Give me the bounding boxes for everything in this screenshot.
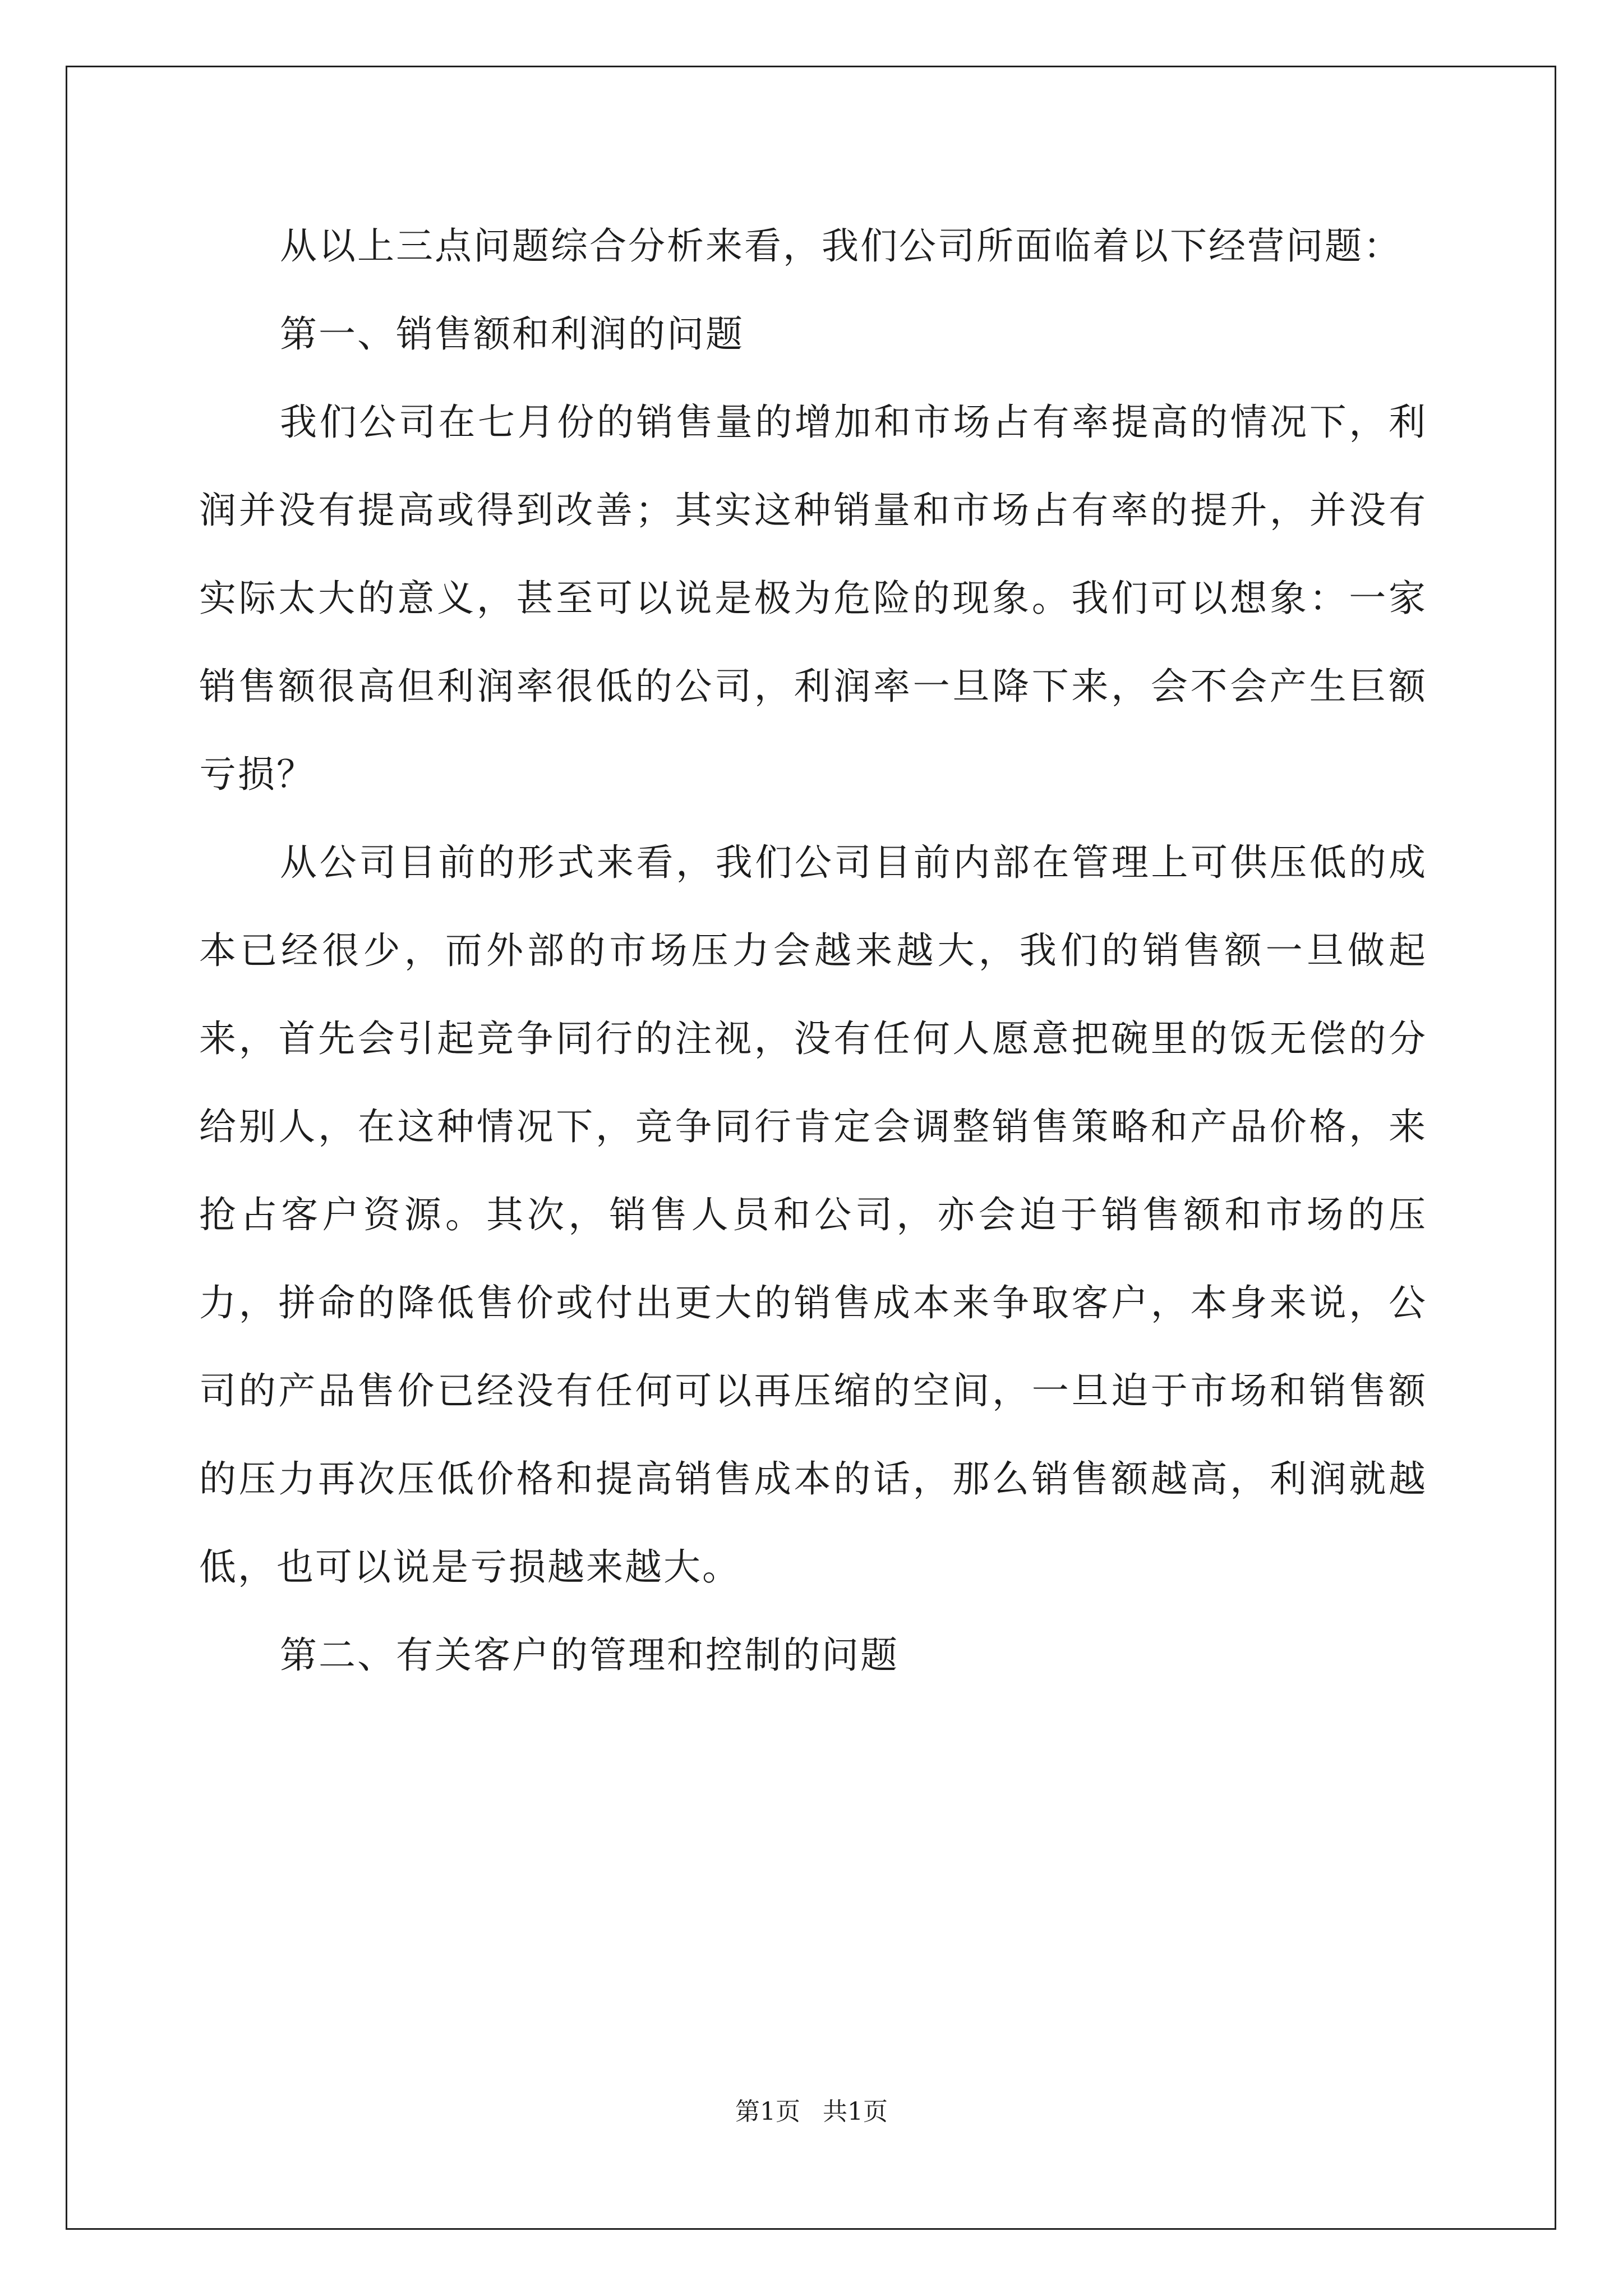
intro-paragraph: 从以上三点问题综合分析来看，我们公司所面临着以下经营问题： [280,224,1402,268]
page-number: 第1页 [735,2097,800,2126]
page-total: 共1页 [823,2097,888,2126]
section-heading-2: 第二、有关客户的管理和控制的问题 [280,1634,899,1677]
paragraph-sales-profit: 我们公司在七月份的销售量的增加和市场占有率提高的情况下，利润并没有提高或得到改善；其实这种销量和市场占有率的提升，并没有实际太大的意义，甚至可以说是极为危险的现象。我们可以想象：一家销售额很高但利润率很低的公司，利润率一旦降下来，会不会产生巨额亏损？ [199,401,1427,796]
document-body [199,202,1427,1699]
page-footer [0,2091,1623,2127]
paragraph-company-situation: 从公司目前的形式来看，我们公司目前内部在管理上可供压低的成本已经很少，而外部的市场压力会越来越大，我们的销售额一旦做起来，首先会引起竞争同行的注视，没有任何人愿意把碗里的饭无偿的分给别人，在这种情况下，竞争同行肯定会调整销售策略和产品价格，来抢占客户资源。其次，销售人员和公司，亦会迫于销售额和市场的压力，拼命的降低售价或付出更大的销售成本来争取客户，本身来说，公司的产品售价已经没有任何可以再压缩的空间，一旦迫于市场和销售额的压力再次压低价格和提高销售成本的话，那么销售额越高，利润就越低，也可以说是亏损越来越大。 [199,841,1427,1589]
section-heading-1: 第一、销售额和利润的问题 [280,312,744,356]
